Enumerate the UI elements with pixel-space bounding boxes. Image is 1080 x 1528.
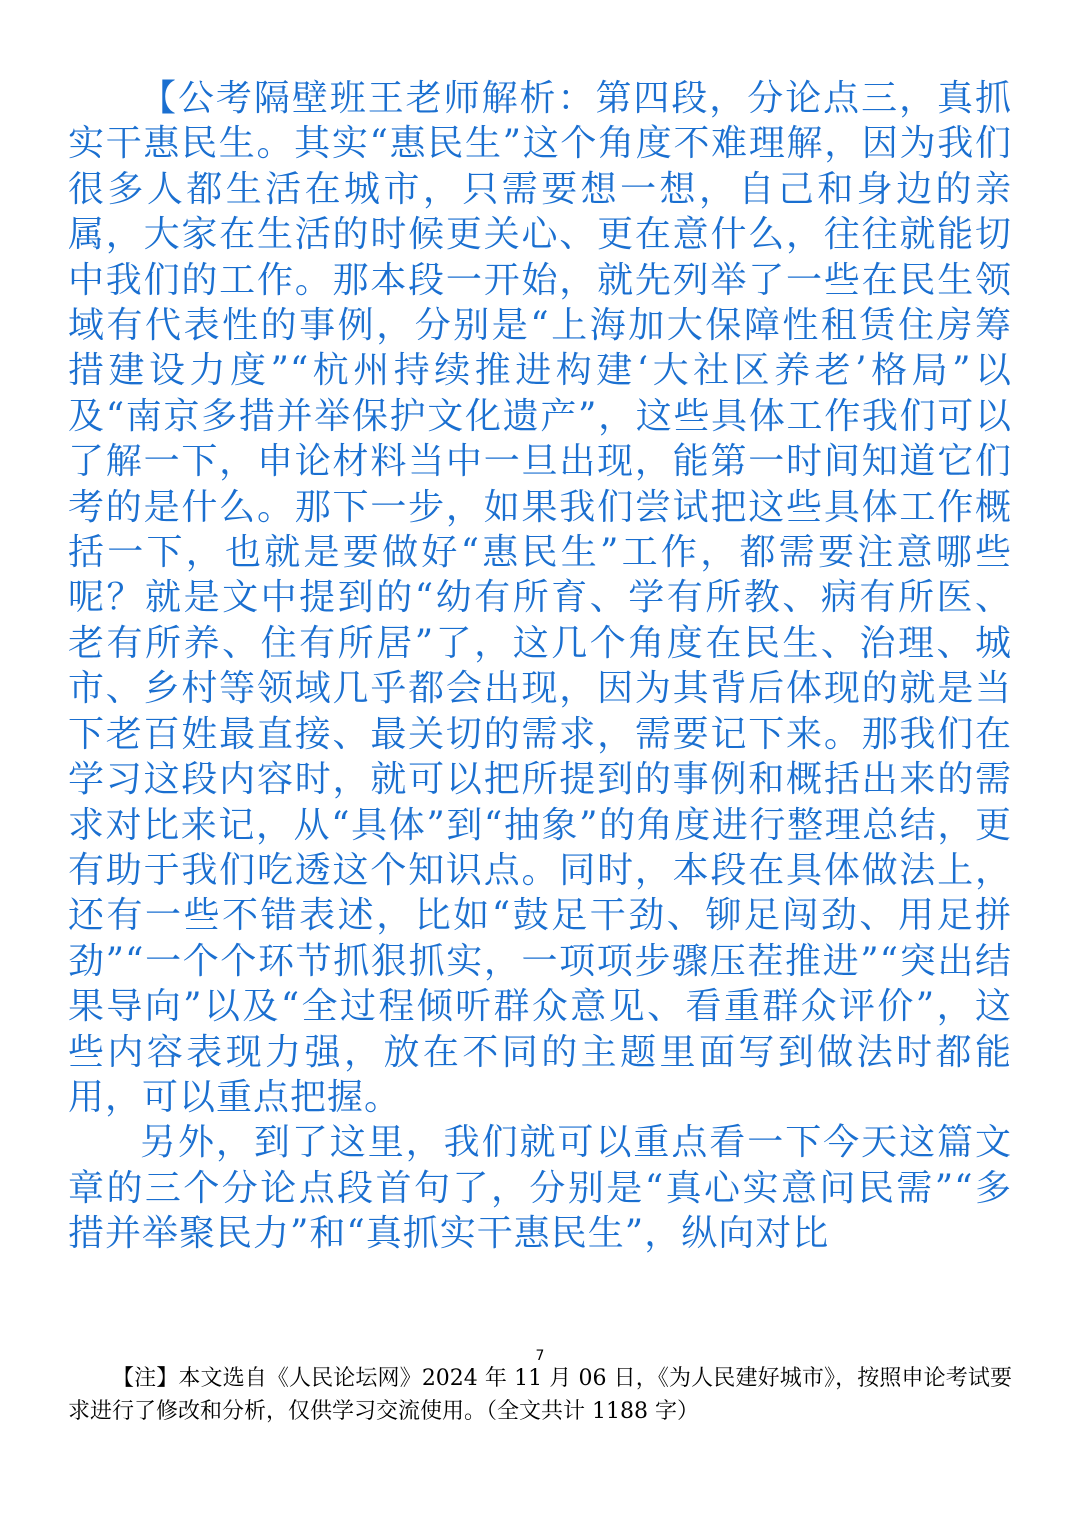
analysis-body	[68, 76, 1012, 1257]
page-number: 7	[535, 1348, 545, 1364]
analysis-paragraph-2: 另外，到了这里，我们就可以重点看一下今天这篇文章的三个分论点段首句了，分别是“真心实意问民需”“多措并举聚民力”和“真抓实干惠民生”，纵向对比	[68, 1122, 1012, 1255]
analysis-paragraph-1: 【公考隔壁班王老师解析：第四段，分论点三，真抓实干惠民生。其实“惠民生”这个角度不难理解，因为我们很多人都生活在城市，只需要想一想，自己和身边的亲属，大家在生活的时候更关心、更在意什么，往往就能切中我们的工作。那本段一开始，就先列举了一些在民生领域有代表性的事例，分别是“上海加大保障性租赁住房筹措建设力度”“杭州持续推进构建‘大社区养老’格局”以及“南京多措并举保护文化遗产”，这些具体工作我们可以了解一下，申论材料当中一旦出现，能第一时间知道它们考的是什么。那下一步，如果我们尝试把这些具体工作概括一下，也就是要做好“惠民生”工作，都需要注意哪些呢？就是文中提到的“幼有所育、学有所教、病有所医、老有所养、住有所居”了，这几个角度在民生、治理、城市、乡村等领域几乎都会出现，因为其背后体现的就是当下老百姓最直接、最关切的需求，需要记下来。那我们在学习这段内容时，就可以把所提到的事例和概括出来的需求对比来记，从“具体”到“抽象”的角度进行整理总结，更有助于我们吃透这个知识点。同时，本段在具体做法上，还有一些不错表述，比如“鼓足干劲、铆足闯劲、用足拼劲”“一个个环节抓狠抓实，一项项步骤压茬推进”“突出结果导向”以及“全过程倾听群众意见、看重群众评价”，这些内容表现力强，放在不同的主题里面写到做法时都能用，可以重点把握。	[68, 78, 1012, 1118]
source-footnote: 【注】本文选自《人民论坛网》2024 年 11 月 06 日，《为人民建好城市》，按照申论考试要求进行了修改和分析，仅供学习交流使用。（全文共计 1188 字）	[68, 1366, 1012, 1424]
